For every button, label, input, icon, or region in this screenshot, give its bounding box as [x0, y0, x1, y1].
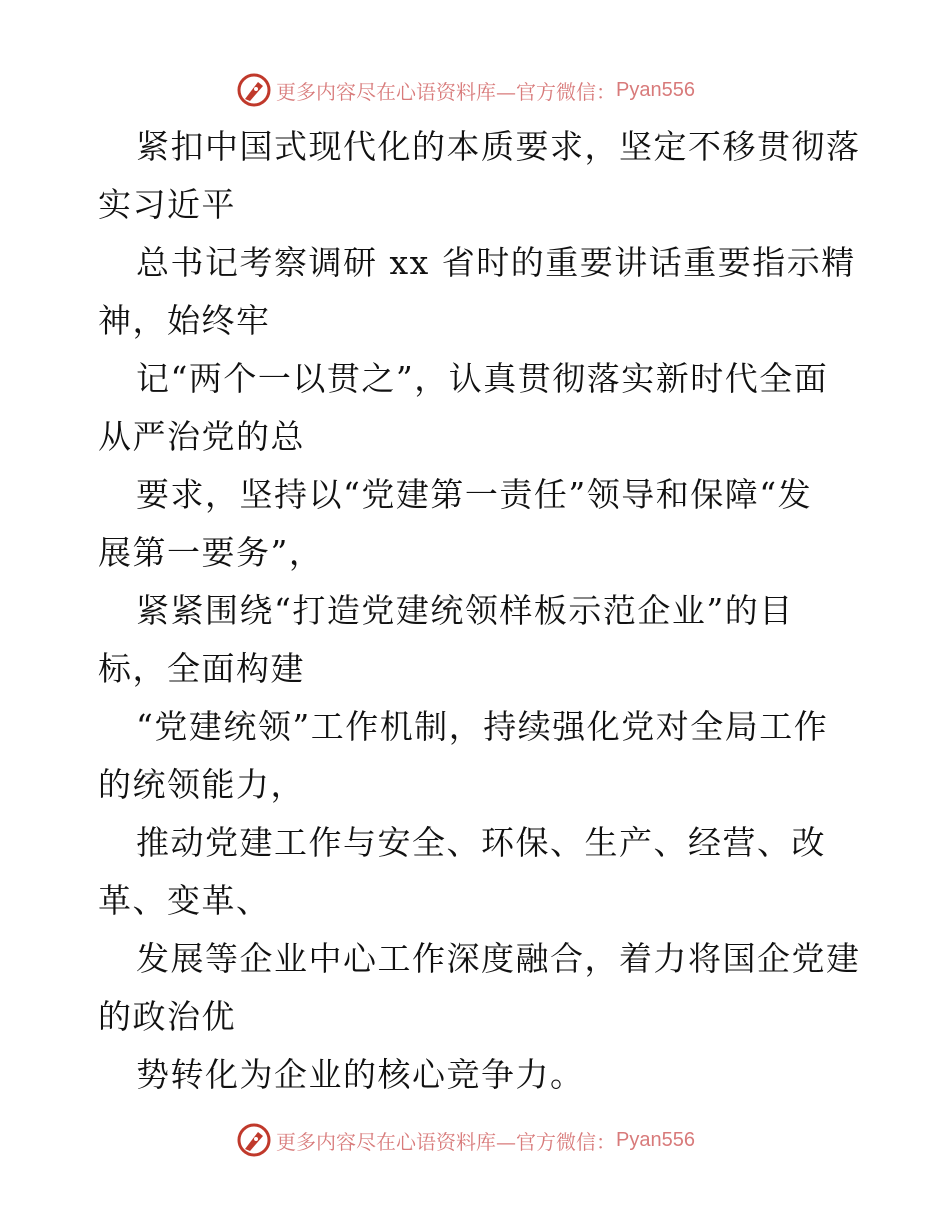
paragraph-line: 神，始终牢: [98, 301, 271, 340]
document-body: [98, 118, 861, 1104]
paragraph-line: 展第一要务”，: [98, 533, 324, 572]
paragraph-line: “党建统领”工作机制，持续强化党对全局工作: [136, 707, 829, 746]
paragraph-line: 总书记考察调研 xx 省时的重要讲话重要指示精: [136, 243, 856, 282]
paragraph: [98, 234, 858, 350]
pen-nib-seal-icon: [236, 1122, 272, 1158]
paragraph-line: 的政治优: [98, 997, 236, 1036]
paragraph-line: 紧扣中国式现代化的本质要求，坚定不移贯彻落: [136, 127, 861, 166]
paragraph-line: 从严治党的总: [98, 417, 305, 456]
paragraph-line: 势转化为企业的核心竞争力。: [136, 1055, 585, 1094]
paragraph-line: 推动党建工作与安全、环保、生产、经营、改: [136, 823, 826, 862]
paragraph-line: 记“两个一以贯之”，认真贯彻落实新时代全面: [136, 359, 829, 398]
watermark-text: 更多内容尽在心语资料库—官方微信：: [276, 79, 616, 104]
paragraph-line: 的统领能力，: [98, 765, 305, 804]
paragraph-line: 紧紧围绕“打造党建统领样板示范企业”的目: [136, 591, 794, 630]
paragraph-line: 实习近平: [98, 185, 236, 224]
paragraph: [98, 350, 858, 466]
paragraph: [98, 582, 858, 698]
paragraph: [98, 814, 858, 930]
paragraph-line: 标，全面构建: [98, 649, 305, 688]
paragraph: [98, 118, 861, 234]
paragraph-line: 发展等企业中心工作深度融合，着力将国企党建: [136, 939, 861, 978]
paragraph-line: 革、变革、: [98, 881, 271, 920]
paragraph-line: 要求，坚持以“党建第一责任”领导和保障“发: [136, 475, 813, 514]
watermark-wechat-id: Pyan556: [616, 1128, 695, 1151]
paragraph: [98, 466, 858, 582]
header-watermark: [236, 72, 695, 108]
paragraph: [98, 698, 858, 814]
paragraph: [98, 930, 861, 1046]
footer-watermark: [236, 1122, 695, 1158]
watermark-wechat-id: Pyan556: [616, 78, 695, 101]
pen-nib-seal-icon: [236, 72, 272, 108]
paragraph: [98, 1046, 858, 1104]
watermark-text: 更多内容尽在心语资料库—官方微信：: [276, 1129, 616, 1154]
